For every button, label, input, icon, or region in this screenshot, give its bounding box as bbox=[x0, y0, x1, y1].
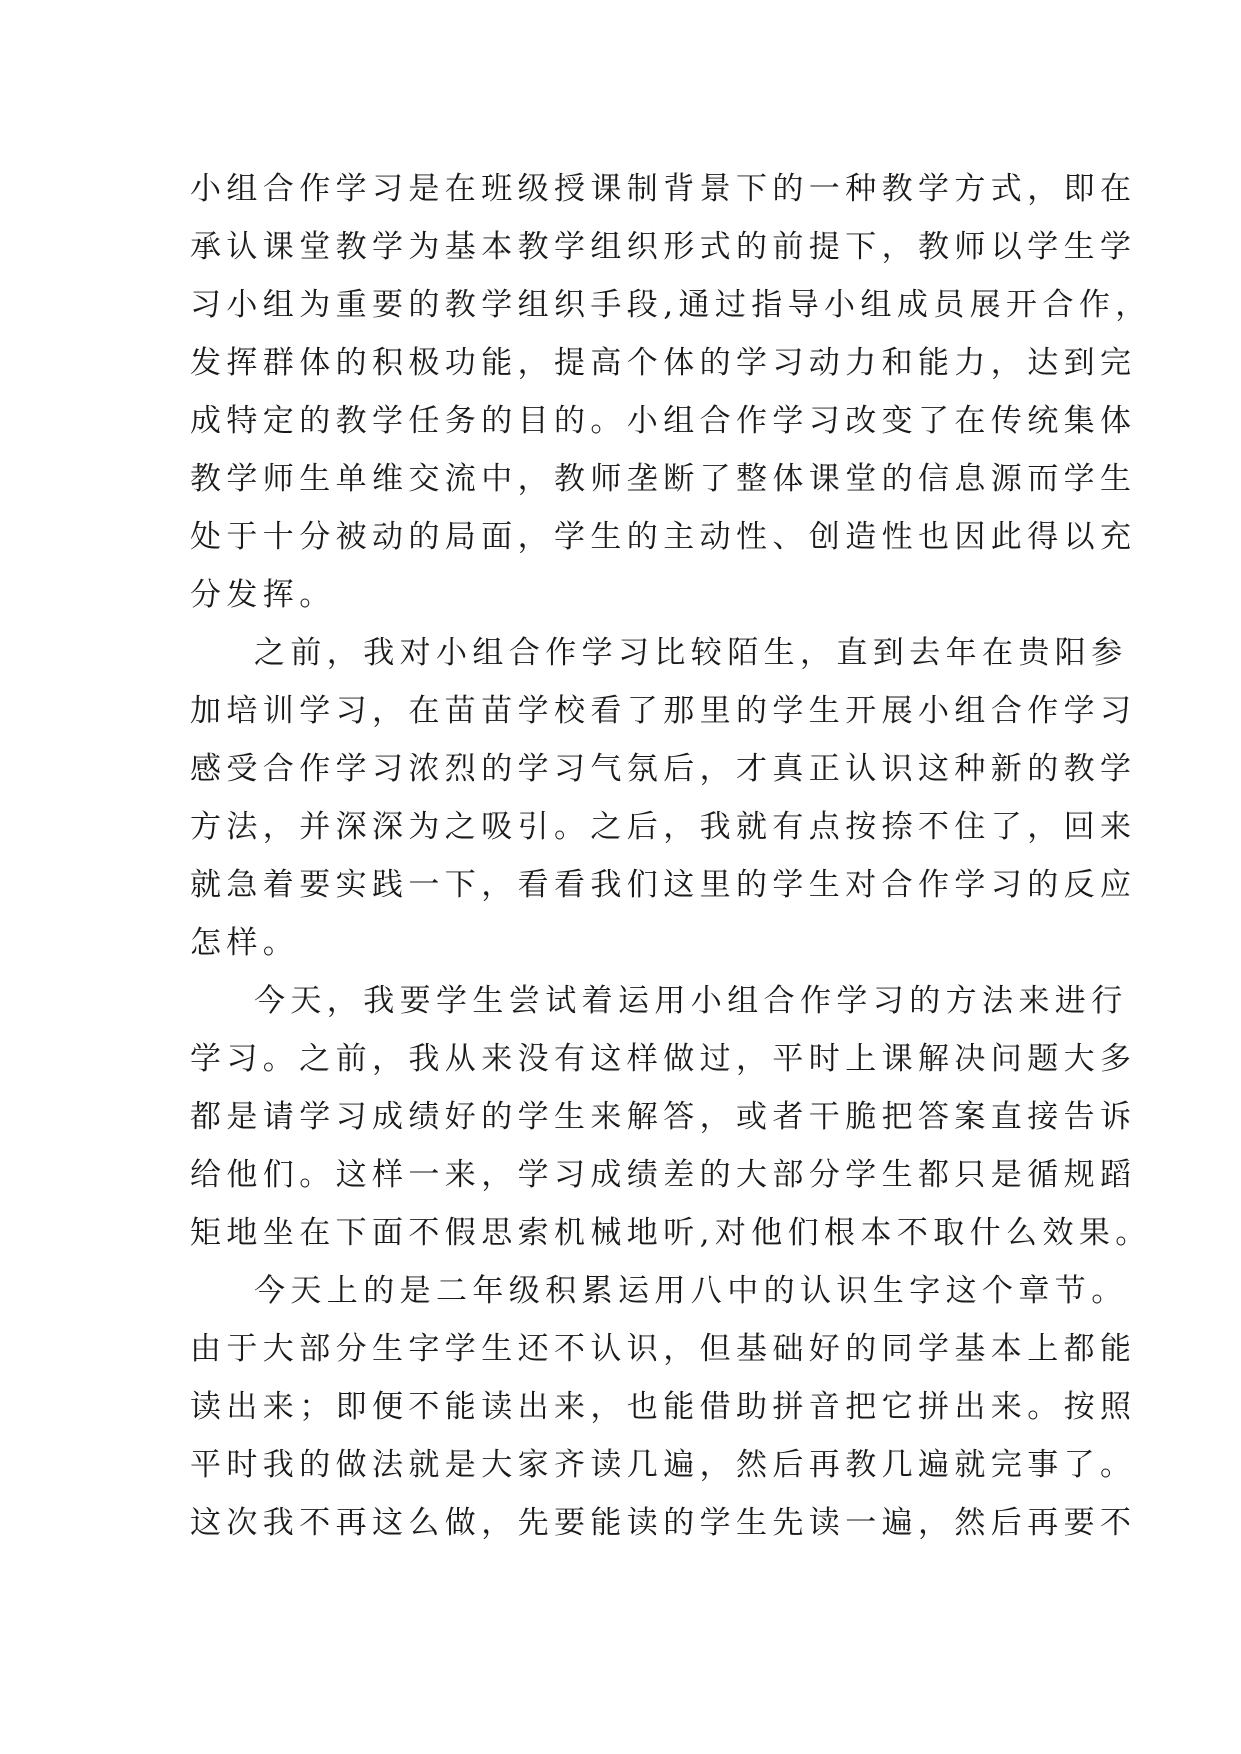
text-line: 学习。之前，我从来没有这样做过，平时上课解决问题大多 bbox=[190, 1041, 1137, 1077]
text-line: 发挥群体的积极功能，提高个体的学习动力和能力，达到完 bbox=[190, 345, 1137, 381]
text-line: 都是请学习成绩好的学生来解答，或者干脆把答案直接告诉 bbox=[190, 1099, 1137, 1135]
text-line: 怎样。 bbox=[190, 925, 300, 961]
text-line: 承认课堂教学为基本教学组织形式的前提下，教师以学生学 bbox=[190, 229, 1137, 265]
text-line: 分发挥。 bbox=[190, 577, 336, 613]
text-line: 由于大部分生字学生还不认识，但基础好的同学基本上都能 bbox=[190, 1331, 1137, 1367]
text-line: 方法，并深深为之吸引。之后，我就有点按捺不住了，回来 bbox=[190, 809, 1137, 845]
text-line: 就急着要实践一下，看看我们这里的学生对合作学习的反应 bbox=[190, 867, 1137, 903]
text-line: 读出来；即便不能读出来，也能借助拼音把它拼出来。按照 bbox=[190, 1389, 1137, 1425]
text-line: 小组合作学习是在班级授课制背景下的一种教学方式，即在 bbox=[190, 171, 1137, 207]
paragraph-first-line: 今天，我要学生尝试着运用小组合作学习的方法来进行 bbox=[254, 983, 1128, 1019]
text-line: 教学师生单维交流中，教师垄断了整体课堂的信息源而学生 bbox=[190, 461, 1137, 497]
text-line: 成特定的教学任务的目的。小组合作学习改变了在传统集体 bbox=[190, 403, 1137, 439]
text-line: 加培训学习，在苗苗学校看了那里的学生开展小组合作学习 bbox=[190, 693, 1137, 729]
text-line: 处于十分被动的局面，学生的主动性、创造性也因此得以充 bbox=[190, 519, 1137, 555]
paragraph-first-line: 今天上的是二年级积累运用八中的认识生字这个章节。 bbox=[254, 1273, 1128, 1309]
text-line: 给他们。这样一来，学习成绩差的大部分学生都只是循规蹈 bbox=[190, 1157, 1137, 1193]
paragraph-first-line: 之前，我对小组合作学习比较陌生，直到去年在贵阳参 bbox=[254, 635, 1128, 671]
text-line: 矩地坐在下面不假思索机械地听,对他们根本不取什么效果。 bbox=[190, 1215, 1152, 1251]
text-line: 平时我的做法就是大家齐读几遍，然后再教几遍就完事了。 bbox=[190, 1447, 1137, 1483]
text-line: 这次我不再这么做，先要能读的学生先读一遍，然后再要不 bbox=[190, 1505, 1137, 1541]
text-line: 习小组为重要的教学组织手段,通过指导小组成员展开合作， bbox=[190, 287, 1152, 323]
text-line: 感受合作学习浓烈的学习气氛后，才真正认识这种新的教学 bbox=[190, 751, 1137, 787]
